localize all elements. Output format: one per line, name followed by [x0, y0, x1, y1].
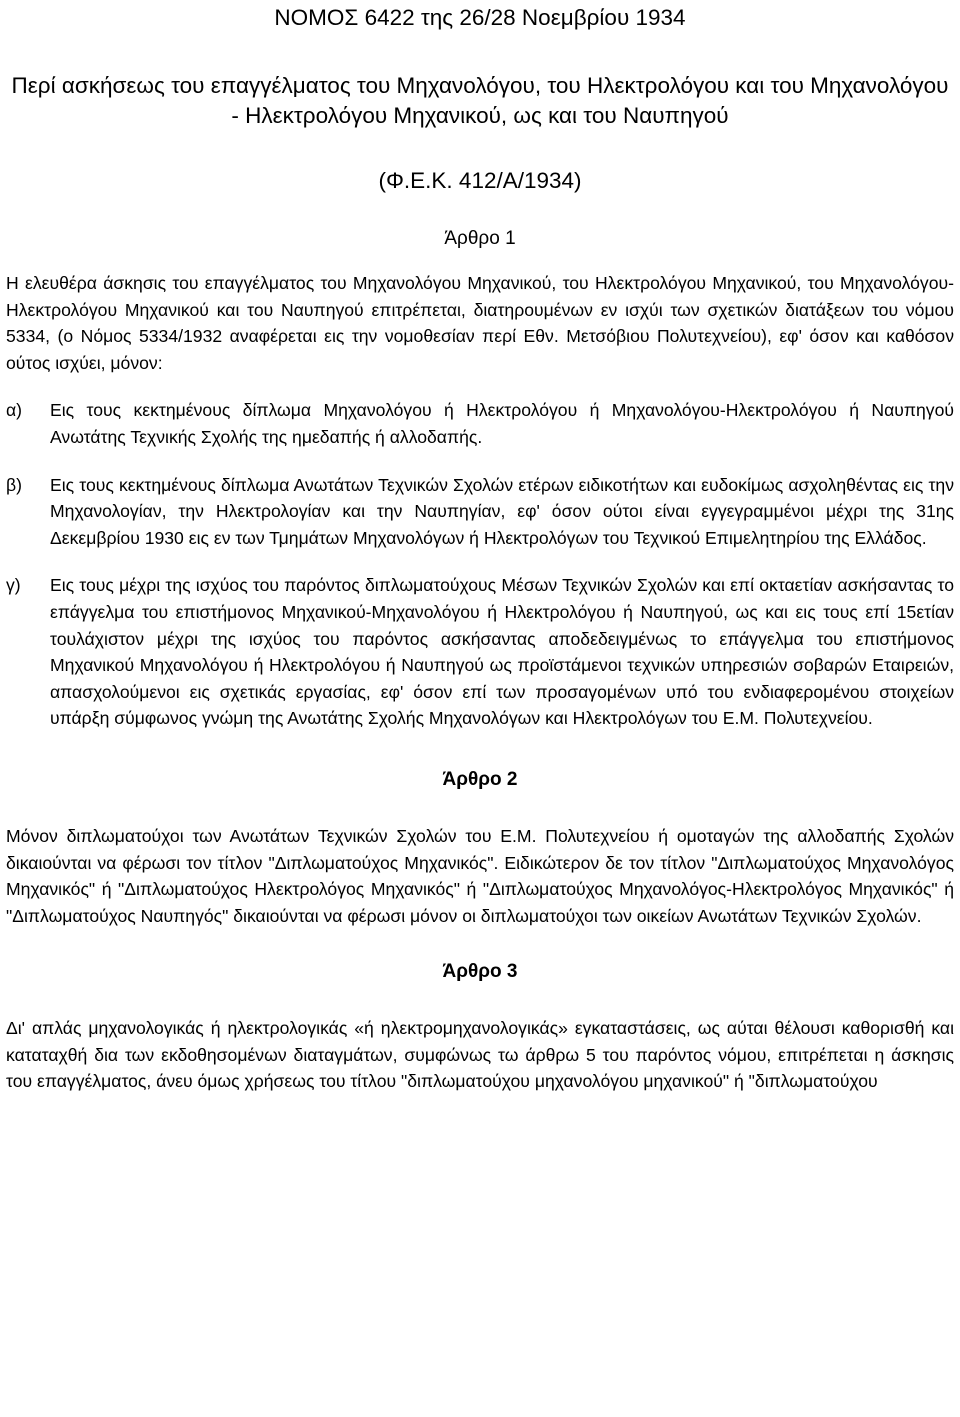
article-3-heading: Άρθρο 3 — [442, 961, 518, 983]
article-2-text: Μόνον διπλωματούχοι των Ανωτάτων Τεχνικών Σχολών του Ε.Μ. Πολυτεχνείου ή ομοταγών της αλλοδαπής Σχολών δικαιούνται να φέρωσι τον τίτλον "Διπλωματούχος Μηχανικός". Ειδικώτερον δε τον τίτλον "Διπλωματούχος Μηχανολόγος Μηχανικός" ή "Διπλωματούχος Ηλεκτρολόγος Μηχανικός" ή "Διπλωματούχος Μηχανολόγος-Ηλεκτρολόγος Μηχανικός" ή "Διπλωματούχος Ναυπηγός" δικαιούνται να φέρωσι μόνον οι διπλωματούχοι των οικείων Ανωτάτων Τεχνικών Σχολών. — [6, 825, 954, 926]
article-1-clause-a — [6, 397, 954, 450]
clause-text: Εις τους κεκτημένους δίπλωμα Ανωτάτων Τεχνικών Σχολών ετέρων ειδικοτήτων και ευδοκίμως ασχοληθέντας εις την Μηχανολογίαν, την Ηλεκτρολογίαν και την Ναυπηγίαν, εφ' όσον ούτοι είναι εγγεγραμμένοι μέχρι της 31ης Δεκεμβρίου 1930 εις εν των Τμημάτων Μηχανολόγων ή Ηλεκτρολόγων του Τεχνικού Επιμελητηρίου της Ελλάδος. — [50, 474, 954, 548]
clause-text: Εις τους μέχρι της ισχύος του παρόντος διπλωματούχους Μέσων Τεχνικών Σχολών και επί οκταετίαν ασκήσαντας το επάγγελμα του επιστήμονος Μηχανικού-Μηχανολόγου ή Ηλεκτρολόγου ή Ναυπηγού, ως και εις τους επί 15ετίαν τουλάχιστον μέχρι της ισχύος του παρόντος ασκήσαντας αποδεδειγμένως το επάγγελμα του επιστήμονος Μηχανικού Μηχανολόγου ή Ηλεκτρολόγου ή Ναυπηγού ως προϊστάμενοι τεχνικών υπηρεσιών σοβαρών Εταιρειών, απασχολούμενοι εις σχετικάς εργασίας, εφ' όσον επί των προσαγομένων υπό του ενδιαφερομένου στοιχείων υπάρξη σύμφωνος γνώμη της Ανωτάτης Σχολής Μηχανολόγων και Ηλεκτρολόγων του Ε.Μ. Πολυτεχνείου. — [50, 575, 954, 729]
article-1-heading: Άρθρο 1 — [444, 228, 516, 249]
law-title: ΝΟΜΟΣ 6422 της 26/28 Νοεμβρίου 1934 — [274, 5, 686, 30]
law-subtitle: Περί ασκήσεως του επαγγέλματος του Μηχανολόγου, του Ηλεκτρολόγου και του Μηχανολόγου - Ηλεκτρολόγου Μηχανικού, ως και του Ναυπηγού — [11, 73, 949, 128]
article-3-text: Δι' απλάς μηχανολογικάς ή ηλεκτρολογικάς «ή ηλεκτρομηχανολογικάς» εγκαταστάσεις, ως αύται θέλουσι καθορισθή και καταταχθή δια των εκδοθησομένων διαταγμάτων, συμφώνως τω άρθρω 5 του παρόντος νόμου, επιτρέπεται η άσκησις του επαγγέλματος, άνευ όμως χρήσεως του τίτλου "διπλωματούχου μηχανολόγου μηχανικού" ή "διπλωματούχου — [6, 1018, 954, 1092]
clause-text: Εις τους κεκτημένους δίπλωμα Μηχανολόγου ή Ηλεκτρολόγου ή Μηχανολόγου-Ηλεκτρολόγου ή Ναυπηγού Ανωτάτης Τεχνικής Σχολής της ημεδαπής ή αλλοδαπής. — [50, 400, 954, 447]
clause-letter: γ) — [6, 575, 21, 596]
article-2-heading: Άρθρο 2 — [442, 768, 518, 790]
article-1-clause-b — [6, 472, 954, 552]
clause-letter: β) — [6, 474, 22, 495]
article-1-intro: Η ελευθέρα άσκησις του επαγγέλματος του Μηχανολόγου Μηχανικού, του Ηλεκτρολόγου Μηχανικού, του Μηχανολόγου-Ηλεκτρολόγου Μηχανικού και του Ναυπηγού επιτρέπεται, διατηρουμένων εν ισχύι των σχετικών διατάξεων του νόμου 5334, (ο Νόμος 5334/1932 αναφέρεται εις την νομοθεσίαν περί Εθν. Μετσόβιου Πολυτεχνείου), εφ' όσον και καθόσον ούτος ισχύει, μόνον: — [6, 273, 954, 373]
document-page — [6, 0, 954, 1095]
article-1-clause-c — [6, 572, 954, 732]
clause-letter: α) — [6, 400, 23, 421]
gazette-reference: (Φ.Ε.Κ. 412/Α/1934) — [378, 168, 582, 193]
